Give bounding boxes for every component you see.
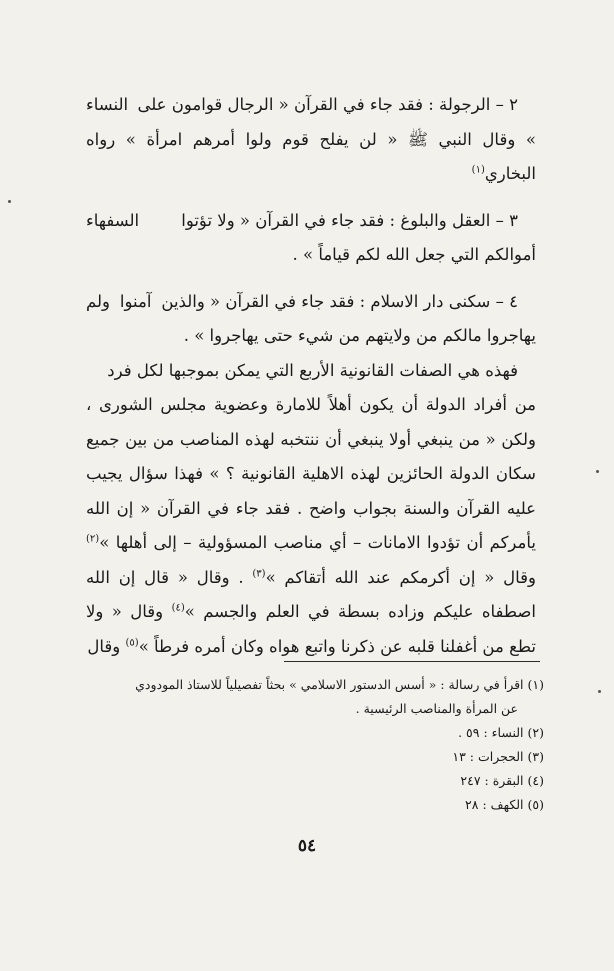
text-line: البخاري [484, 164, 536, 183]
text-line: وقال [87, 636, 121, 656]
footnote-ref: (٣) [252, 568, 266, 579]
text-line: يجيب عليه القرآن والسنة بجواب واضح . فقد جاء في القرآن « إن [86, 464, 537, 518]
text-line: ٢ – الرجولة : فقد جاء في القرآن « الرجال قوامون على [137, 95, 518, 114]
text-line: النساء » وقال النبي ﷺ « لن يفلح قوم ولوا أمرهم امرأة » رواه [86, 95, 536, 149]
main-text [86, 88, 536, 664]
text-line: ولكن « من ينبغي أولا ينبغي أن ننتخبه لهذه المناصب من بين [125, 429, 536, 449]
text-line: اصطفاه عليكم وزاده بسطة في العلم والجسم » [184, 602, 536, 621]
scan-speck [596, 470, 599, 473]
footnote-3: (٣) الحجرات : ١٣ [452, 749, 544, 764]
text-line: السفهاء أموالكم التي جعل الله لكم قياماً » . [86, 210, 536, 264]
text-line: ٣ – العقل والبلوغ : فقد جاء في القرآن « ولا تؤتوا [181, 210, 518, 230]
text-line: وقال « إن أكرمكم عند الله أتقاكم » [265, 567, 536, 587]
footnote-divider [284, 661, 540, 662]
text-line: . وقال « قال إن الله [86, 567, 244, 587]
footnotes [70, 673, 544, 817]
text-line: الله يأمركم أن تؤدوا الامانات – أي مناصب المسؤولية – إلى أهلها » [86, 498, 536, 552]
footnote-ref: (١) [471, 164, 485, 176]
footnote-ref: (٥) [125, 637, 139, 648]
footnote-2: (٢) النساء : ٥٩ . [458, 725, 544, 740]
text-line: فهذه هي الصفات القانونية الأربع التي يمكن بموجبها لكل فرد [107, 360, 518, 380]
scan-speck [598, 690, 601, 693]
footnote-1-continued: عن المرأة والمناصب الرئيسية . [355, 701, 518, 716]
text-line: آمنوا ولم يهاجروا مالكم من ولايتهم من شيء حتى يهاجروا » . [86, 291, 536, 345]
text-line: جميع سكان الدولة الحائزين لهذه الاهلية القانونية ؟ » فهذا سؤال [86, 429, 536, 483]
paragraph-conclusion [86, 354, 536, 665]
text-line: من أفراد الدولة أن يكون أهلاً للامارة وعضوية مجلس الشورى ، [86, 395, 536, 414]
footnote-1: (١) اقرأ في رسالة : « أسس الدستور الاسلامي » بحثاً تفصيلياً للاستاذ المودودي [135, 677, 544, 692]
footnote-ref: (٢) [86, 533, 100, 545]
text-line: ٤ – سكنى دار الاسلام : فقد جاء في القرآن « والذين [161, 291, 518, 311]
scan-speck [8, 200, 11, 203]
paragraph-manhood [86, 88, 536, 192]
page-number: ٥٤ [297, 836, 317, 856]
footnote-5: (٥) الكهف : ٢٨ [465, 797, 544, 812]
footnote-4: (٤) البقرة : ٢٤٧ [460, 773, 544, 788]
paragraph-reason-maturity [86, 204, 536, 273]
paragraph-residence [86, 285, 536, 354]
text-line: وقال « ولا تطع [86, 602, 536, 656]
footnote-ref: (٤) [171, 602, 185, 614]
text-line: من أغفلنا قلبه عن ذكرنا واتبع هواه وكان أمره فرطاً » [138, 636, 504, 656]
